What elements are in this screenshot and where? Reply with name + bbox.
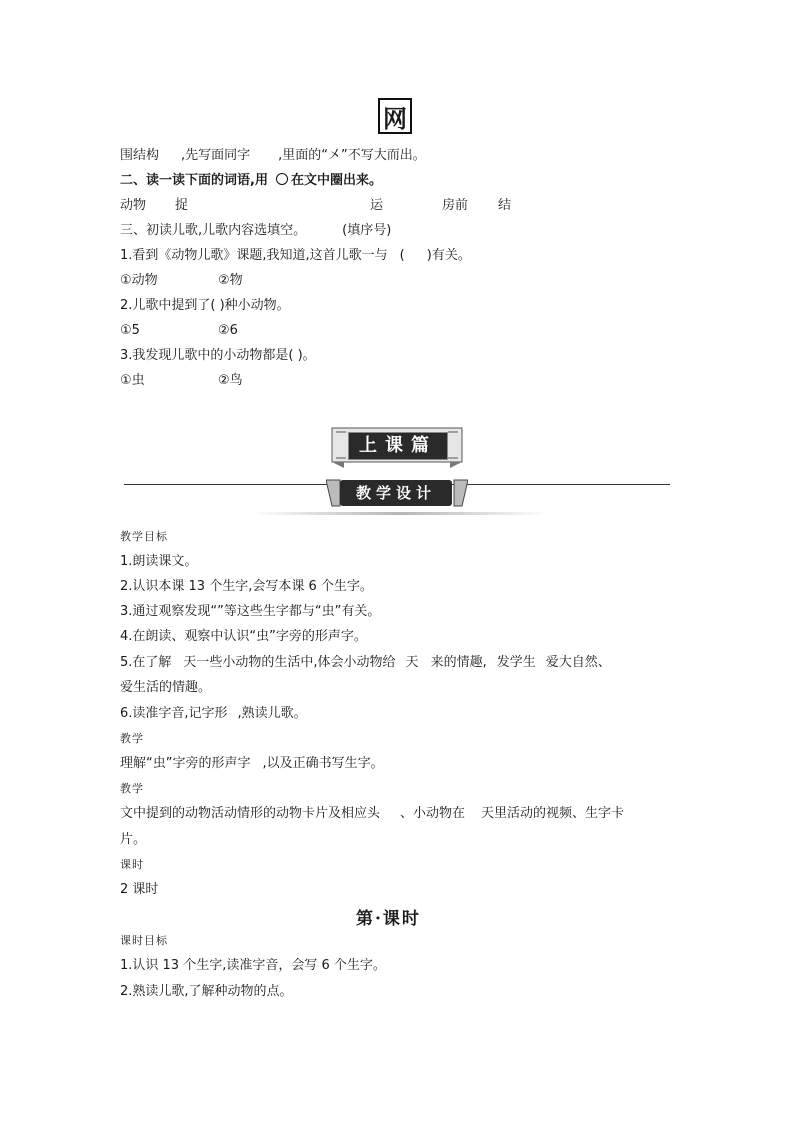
- prep-part: 、小动物在: [400, 806, 466, 821]
- structure-note: [120, 148, 426, 164]
- lesson-goal-item: 1.认识 13 个生字,读准字音，会写 6 个生字。: [120, 958, 386, 973]
- goal-item: 3.通过观察发现“”等这些生字都与“虫”有关。: [120, 604, 381, 619]
- goal-item: 1.朗读课文。: [120, 554, 198, 569]
- q3-heading-text: 三、初读儿歌,儿歌内容选填空。: [120, 223, 307, 238]
- goal-item-5-cont: 爱生活的情趣。: [120, 680, 212, 695]
- circle-mark-icon: [276, 173, 288, 185]
- preparation-cont: 片。: [120, 832, 147, 847]
- lesson-goal-item: 2.熟读儿歌,了解种动物的点。: [120, 984, 293, 999]
- goal5-part: 发学生: [496, 655, 536, 670]
- prep-part: 文中提到的动物活动情形的动物卡片及相应头: [120, 806, 381, 821]
- sub-question-3: 3.我发现儿歌中的小动物都是( )。: [120, 348, 316, 363]
- teaching-design-title: 教学设计: [340, 480, 452, 506]
- structure-part-3: ,里面的“㐅”不写大而出。: [278, 148, 426, 163]
- goal5-part: 爱大自然、: [545, 655, 611, 670]
- sub-q1-option-1: ①动物: [120, 273, 158, 288]
- q2-suffix: 在文中圈出来。: [290, 173, 382, 188]
- structure-part-2: ,先写面同字: [181, 148, 251, 163]
- sub-question-2: 2.儿歌中提到了( )种小动物。: [120, 298, 290, 313]
- word-4: 房前: [442, 198, 469, 213]
- lesson-title-part: 第: [356, 909, 375, 929]
- preparation-heading: 教学: [120, 782, 144, 795]
- lesson-title: [356, 904, 421, 929]
- question-3-heading: [120, 223, 391, 239]
- word-3: 运: [370, 198, 384, 213]
- character-box-glyph: 网: [383, 103, 407, 133]
- structure-part-1: 围结构: [120, 148, 160, 163]
- goal-item-5: [120, 655, 611, 671]
- goal6-part: ,熟读儿歌。: [237, 706, 307, 721]
- goal-item: 4.在朗读、观察中认识“虫”字旁的形声字。: [120, 629, 367, 644]
- key-part: 理解“虫”字旁的形声字: [120, 756, 251, 771]
- goals-heading: 教学目标: [120, 530, 168, 543]
- goal5-part: 天一些小动物的生活中,体会小动物给: [183, 655, 396, 670]
- class-section-banner: [330, 426, 464, 468]
- word-1: 动物: [120, 198, 147, 213]
- sub-q1-open: (: [399, 248, 405, 263]
- goal6-part: 6.读准字音,记字形: [120, 706, 228, 721]
- sub-q1-close: )有关。: [426, 248, 471, 263]
- sub-q1-text: 1.看到《动物儿歌》课题,我知道,这首儿歌一与: [120, 248, 388, 263]
- word-5: 结: [498, 198, 512, 213]
- key-part: ,以及正确书写生字。: [262, 756, 384, 771]
- goal5-part: 天: [405, 655, 419, 670]
- word-2: 捉: [175, 198, 189, 213]
- banner-shadow: [250, 512, 550, 515]
- sub-q2-option-1: ①5: [120, 323, 140, 338]
- q2-prefix: 二、读一读下面的词语,用: [120, 173, 268, 188]
- sub-question-1: [120, 248, 471, 264]
- goal5-part: 5.在了解: [120, 655, 172, 670]
- hours-value: 2 课时: [120, 882, 159, 897]
- lesson-goals-heading: 课时目标: [120, 934, 168, 947]
- sub-q3-option-2: ②鸟: [218, 373, 243, 388]
- key-points-heading: 教学: [120, 732, 144, 745]
- key-points-text: [120, 756, 384, 772]
- teaching-design-banner: [326, 478, 468, 510]
- goal5-part: 来的情趣,: [430, 655, 487, 670]
- sub-q2-option-2: ②6: [218, 323, 238, 338]
- sub-q1-option-2: ②物: [218, 273, 243, 288]
- question-2-heading: [120, 173, 382, 189]
- preparation-text: [120, 806, 624, 822]
- lesson-title-part: ·课时: [375, 909, 421, 929]
- q3-heading-hint: (填序号): [342, 223, 392, 238]
- class-section-title: 上课篇: [348, 432, 448, 460]
- hours-heading: 课时: [120, 858, 144, 871]
- goal-item-6: [120, 706, 307, 722]
- prep-part: 天里活动的视频、生字卡: [481, 806, 625, 821]
- character-box: [378, 98, 412, 134]
- sub-q3-option-1: ①虫: [120, 373, 145, 388]
- goal-item: 2.认识本课 13 个生字,会写本课 6 个生字。: [120, 579, 373, 594]
